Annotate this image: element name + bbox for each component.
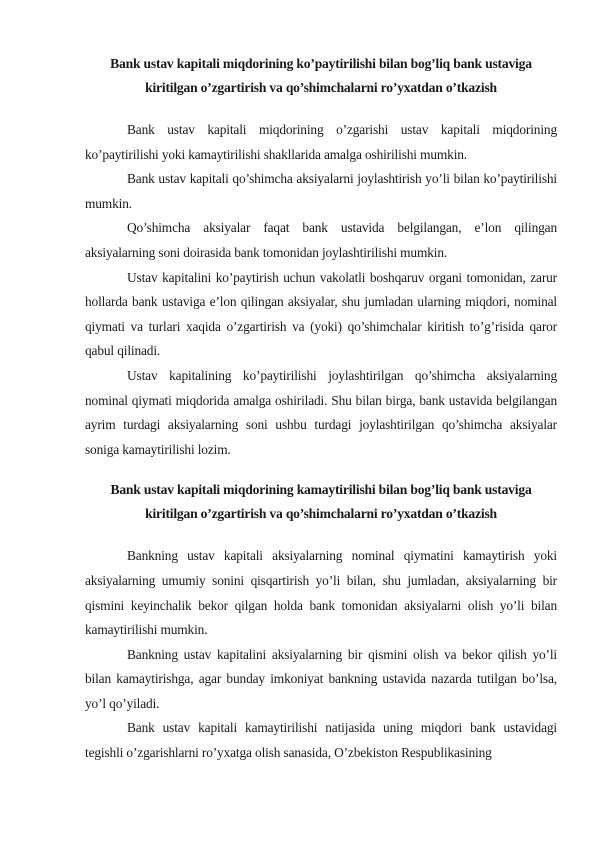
section2-paragraph: Bankning ustav kapitali aksiyalarning nominal qiymatini kamaytirish yoki aksiyalarning umumiy sonini qisqartirish yo’li bilan, shu jumladan, aksiyalarning bir qismini keyinchalik bekor qilgan holda bank tomonidan aksiyalarni olish yo’li bilan kamaytirilishi mumkin. (85, 548, 557, 638)
section1-paragraph: Ustav kapitalini ko’paytirish uchun vakolatli boshqaruv organi tomonidan, zarur hollarda bank ustaviga e’lon qilingan aksiyalar, shu jumladan ularning miqdori, nominal qiymati va turlari xaqida o’zgartirish va (yoki) qo’shimchalar kiritish to’g’risida qaror qabul qilinadi. (85, 269, 557, 359)
section1-paragraph: Bank ustav kapitali miqdorining o’zgarishi ustav kapitali miqdorining ko’paytirilishi yoki kamaytirilishi shakllarida amalga oshirilishi mumkin. (85, 122, 557, 162)
section1-heading (85, 52, 557, 100)
section2-paragraph: Bank ustav kapitali kamaytirilishi natijasida uning miqdori bank ustavidagi tegishli o’zgarishlarni ro’yxatga olish sanasida, O’zbekiston Respublikasining (85, 720, 557, 761)
section2-heading (85, 478, 557, 526)
section2-heading-line1: Bank ustav kapitali miqdorining kamaytirilishi bilan bog’liq bank ustaviga (110, 482, 532, 498)
section2-paragraph: Bankning ustav kapitalini aksiyalarning bir qismini olish va bekor qilish yo’li bilan kamaytirishga, agar bunday imkoniyat bankning ustavida nazarda tutilgan bo’lsa, yo’l qo’yiladi. (85, 646, 557, 711)
section1-paragraph: Bank ustav kapitali qo’shimcha aksiyalarni joylashtirish yo’li bilan ko’paytirilishi mumkin. (85, 171, 557, 211)
section1-heading-line2: kiritilgan o’zgartirish va qo’shimchalarni ro’yxatdan o’tkazish (145, 80, 497, 95)
section2-heading-line2: kiritilgan o’zgartirish va qo’shimchalarni ro’yxatdan o’tkazish (145, 506, 497, 522)
document-page (85, 52, 557, 766)
section1-paragraph: Qo’shimcha aksiyalar faqat bank ustavida belgilangan, e’lon qilingan aksiyalarning soni doirasida bank tomonidan joylashtirilishi mumkin. (85, 220, 557, 260)
section1-paragraph: Ustav kapitalining ko’paytirilishi joylashtirilgan qo’shimcha aksiyalarning nominal qiymati miqdorida amalga oshiriladi. Shu bilan birga, bank ustavida belgilangan ayrim turdagi aksiyalarning soni ushbu turdagi joylashtirilgan qo’shimcha aksiyalar soniga kamaytirilishi lozim. (85, 367, 557, 457)
section1-heading-line1: Bank ustav kapitali miqdorining ko’paytirilishi bilan bog’liq bank ustaviga (110, 56, 532, 71)
